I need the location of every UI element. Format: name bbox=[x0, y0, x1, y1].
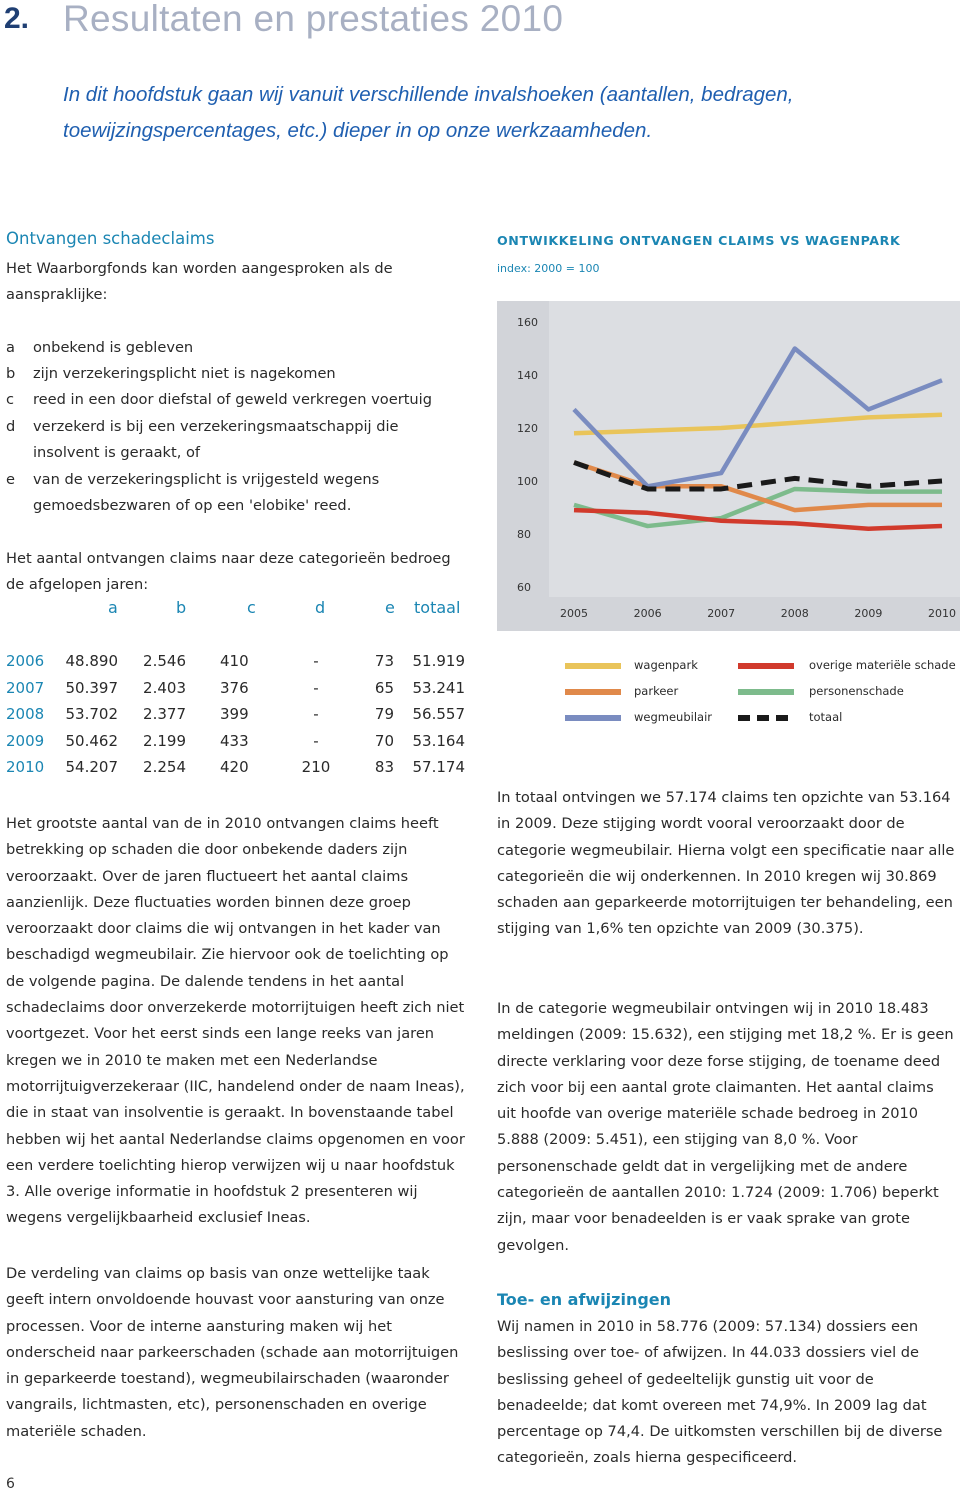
cell-e: 83 bbox=[374, 758, 394, 776]
cell-a: 50.462 bbox=[65, 731, 118, 750]
legend-swatch bbox=[738, 663, 794, 669]
cell-a: 50.397 bbox=[65, 678, 118, 697]
cell-b: 2.403 bbox=[143, 678, 186, 697]
cell-d: - bbox=[313, 678, 319, 697]
line-chart bbox=[497, 301, 960, 631]
table-row bbox=[0, 705, 470, 731]
cell-a: 53.702 bbox=[65, 705, 118, 723]
page-number: 6 bbox=[6, 1476, 15, 1492]
legend-swatch bbox=[738, 689, 794, 695]
cell-a: 48.890 bbox=[65, 652, 118, 670]
x-tick-label: 2009 bbox=[854, 607, 883, 620]
y-tick-label: 100 bbox=[517, 475, 538, 488]
cell-e: 79 bbox=[374, 705, 394, 723]
chapter-number: 2. bbox=[4, 2, 30, 35]
cell-totaal: 56.557 bbox=[412, 705, 465, 723]
table-row bbox=[0, 732, 470, 758]
list-text: onbekend is gebleven bbox=[33, 339, 194, 356]
list-letter: b bbox=[6, 365, 16, 382]
cell-d: - bbox=[313, 731, 319, 750]
x-tick-label: 2007 bbox=[707, 607, 736, 620]
table-intro: Het aantal ontvangen claims naar deze categorieën bedroeg de afgelopen jaren: bbox=[6, 550, 451, 594]
chart-subtitle: index: 2000 = 100 bbox=[497, 262, 600, 275]
cell-c: 433 bbox=[220, 731, 249, 750]
cell-b: 2.199 bbox=[143, 731, 186, 750]
x-tick-label: 2005 bbox=[560, 607, 588, 620]
cell-d: - bbox=[313, 705, 319, 723]
cell-c: 410 bbox=[220, 652, 249, 670]
cell-totaal: 53.164 bbox=[412, 731, 465, 750]
list-text: reed in een door diefstal of geweld verkregen voertuig bbox=[33, 391, 432, 408]
intro-line-2: toewijzingspercentages, etc.) dieper in op onze werkzaamheden. bbox=[63, 119, 653, 142]
chart-title: ONTWIKKELING ONTVANGEN CLAIMS VS WAGENPARK bbox=[497, 233, 901, 248]
table-row bbox=[0, 758, 470, 784]
col-header-a: a bbox=[108, 598, 118, 617]
cell-year: 2008 bbox=[6, 705, 45, 723]
list-letter: d bbox=[6, 418, 16, 435]
y-tick-label: 120 bbox=[517, 422, 538, 435]
paragraph: Wij namen in 2010 in 58.776 (2009: 57.134) dossiers een beslissing over toe- of afwijzen. In 44.033 dossiers viel de beslissing geheel of gedeeltelijk gunstig uit voor de benadeelde; dat komt overeen met 74,9%. In 2009 lag dat percentage op 74,4. De uitkomsten verschillen bij de diverse categorieën, zoals hierna gespecificeerd. bbox=[497, 1318, 943, 1467]
cell-b: 2.546 bbox=[143, 652, 186, 670]
cell-e: 65 bbox=[374, 678, 394, 697]
chart-background bbox=[497, 301, 960, 631]
cell-year: 2006 bbox=[6, 652, 45, 670]
section-title: Ontvangen schadeclaims bbox=[6, 229, 215, 248]
col-header-c: c bbox=[247, 598, 256, 617]
col-header-e: e bbox=[385, 598, 395, 617]
list-text: verzekerd is bij een verzekeringsmaatschappij die insolvent is geraakt, of bbox=[33, 418, 399, 462]
col-header-totaal: totaal bbox=[414, 598, 461, 617]
cell-b: 2.254 bbox=[143, 758, 186, 776]
cell-d: 210 bbox=[301, 758, 331, 776]
legend-label: parkeer bbox=[634, 684, 679, 698]
cell-e: 70 bbox=[374, 731, 394, 750]
table-header bbox=[0, 598, 470, 624]
cell-totaal: 53.241 bbox=[412, 678, 465, 697]
chapter-intro bbox=[63, 77, 943, 149]
list-letter: c bbox=[6, 391, 15, 408]
x-tick-label: 2006 bbox=[633, 607, 662, 620]
x-tick-label: 2010 bbox=[928, 607, 956, 620]
legend-swatch bbox=[738, 715, 794, 721]
x-tick-label: 2008 bbox=[780, 607, 809, 620]
list-letter: e bbox=[6, 471, 15, 488]
legend-label: personenschade bbox=[809, 684, 904, 698]
list-letter: a bbox=[6, 339, 15, 356]
cell-year: 2010 bbox=[6, 758, 45, 776]
legend-label: wagenpark bbox=[634, 658, 698, 672]
paragraph: De verdeling van claims op basis van onze wettelijke taak geeft intern onvoldoende houvast voor aansturing van onze processen. Voor de interne aansturing maken wij het onderscheid naar parkeerschaden (schade aan motorrijtuigen in geparkeerde toestand), wegmeubilairschaden (waaronder vangrails, lichtmasten, etc), personenschaden en overige materiële schaden. bbox=[6, 1265, 459, 1440]
intro-line-1: In dit hoofdstuk gaan wij vanuit verschillende invalshoeken (aantallen, bedragen, bbox=[63, 83, 794, 106]
cell-totaal: 51.919 bbox=[412, 652, 465, 670]
legend-label: totaal bbox=[809, 710, 843, 724]
subheading: Toe- en afwijzingen bbox=[497, 1290, 672, 1309]
paragraph: Het grootste aantal van de in 2010 ontvangen claims heeft betrekking op schaden die door onbekende daders zijn veroorzaakt. Over de jaren fluctueert het aantal claims aanzienlijk. Deze fluctuaties worden binnen deze groep veroorzaakt door claims die wij ontvangen in het kader van beschadigd wegmeubilair. Zie hiervoor ook de toelichting op de volgende pagina. De dalende tendens in het aantal schadeclaims door onverzekerde motorrijtuigen heeft zich niet voortgezet. Voor het eerst sinds een lange reeks van jaren kregen we in 2010 te maken met een Nederlandse motorrijtuigverzekeraar (IIC, handelend onder de naam Ineas), die in staat van insolventie is geraakt. In bovenstaande tabel hebben wij het aantal Nederlandse claims opgenomen en voor een verdere toelichting hierop verwijzen wij u naar hoofdstuk 3. Alle overige informatie in hoofdstuk 2 presenteren wij wegens vergelijkbaarheid exclusief Ineas. bbox=[6, 815, 465, 1227]
y-tick-label: 140 bbox=[517, 369, 538, 382]
section-intro: Het Waarborgfonds kan worden aangesproken als de aanspraklijke: bbox=[6, 260, 393, 304]
cell-b: 2.377 bbox=[143, 705, 186, 723]
cell-c: 399 bbox=[220, 705, 249, 723]
list-text: van de verzekeringsplicht is vrijgesteld wegens gemoedsbezwaren of op een 'elobike' reed. bbox=[33, 471, 380, 515]
legend-label: wegmeubilair bbox=[634, 710, 713, 724]
y-tick-label: 80 bbox=[517, 528, 531, 541]
paragraph: In de categorie wegmeubilair ontvingen wij in 2010 18.483 meldingen (2009: 15.632), een stijging met 18,2 %. Er is geen directe verklaring voor deze forse stijging, de toename deed zich voor bij een aantal grote claimanten. Het aantal claims uit hoofde van overige materiële schade bedroeg in 2010 5.888 (2009: 5.451), een stijging van 8,0 %. Voor personenschade geldt dat in vergelijking met de andere categorieën de aantallen 2010: 1.724 (2009: 1.706) beperkt zijn, maar voor benadeelden is er vaak sprake van grote gevolgen. bbox=[497, 1000, 954, 1254]
legend-swatch bbox=[565, 663, 621, 669]
y-tick-label: 60 bbox=[517, 581, 531, 594]
cell-a: 54.207 bbox=[65, 758, 118, 776]
cell-year: 2007 bbox=[6, 678, 45, 697]
table-row bbox=[0, 679, 470, 705]
cell-year: 2009 bbox=[6, 731, 45, 750]
legend-swatch bbox=[565, 715, 621, 721]
col-header-b: b bbox=[176, 598, 187, 617]
cell-totaal: 57.174 bbox=[412, 758, 465, 776]
table-row bbox=[0, 652, 470, 678]
cell-e: 73 bbox=[374, 652, 394, 670]
legend-swatch bbox=[565, 689, 621, 695]
legend-label: overige materiële schade bbox=[809, 658, 956, 672]
paragraph: In totaal ontvingen we 57.174 claims ten opzichte van 53.164 in 2009. Deze stijging wordt vooral veroorzaakt door de categorie wegmeubilair. Hierna volgt een specificatie naar alle categorieën die wij onderkennen. In 2010 kregen wij 30.869 schaden aan geparkeerde motorrijtuigen ter behandeling, een stijging van 1,6% ten opzichte van 2009 (30.375). bbox=[497, 789, 955, 938]
col-header-d: d bbox=[315, 598, 326, 617]
cell-c: 376 bbox=[220, 678, 249, 697]
list-text: zijn verzekeringsplicht niet is nagekomen bbox=[33, 365, 336, 382]
chapter-title: Resultaten en prestaties 2010 bbox=[63, 0, 564, 39]
cell-c: 420 bbox=[220, 758, 249, 776]
cell-d: - bbox=[313, 652, 319, 670]
y-tick-label: 160 bbox=[517, 316, 538, 329]
